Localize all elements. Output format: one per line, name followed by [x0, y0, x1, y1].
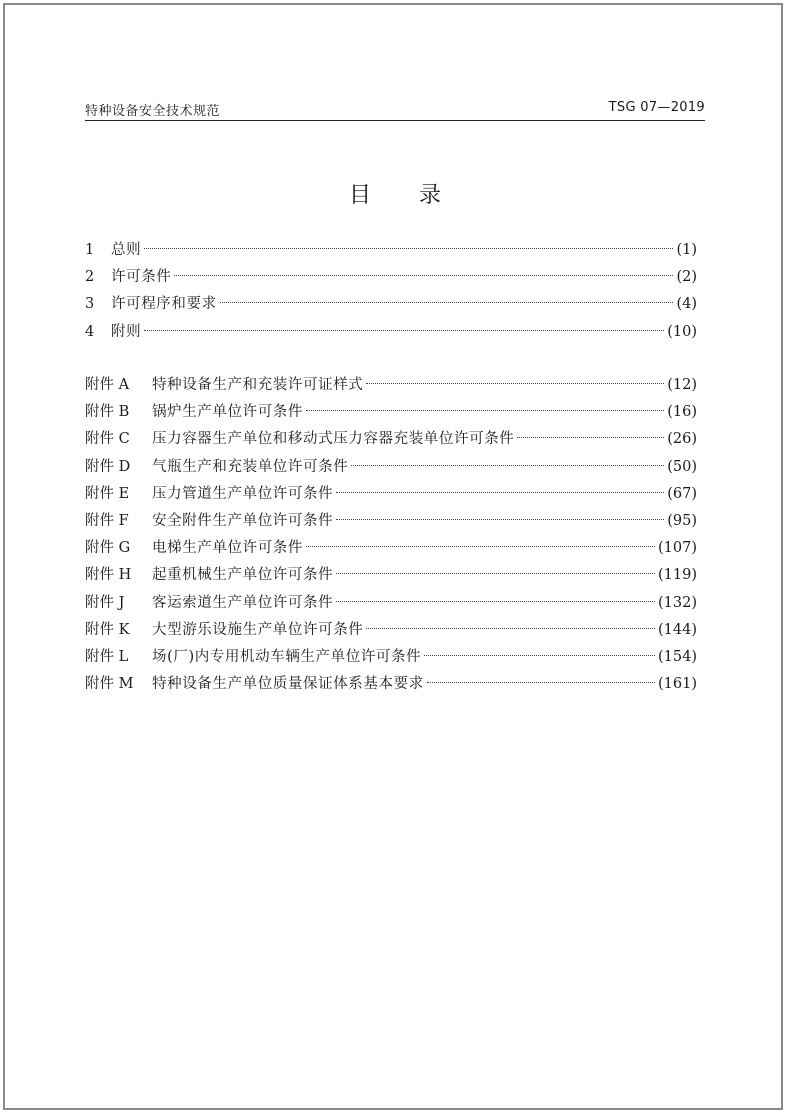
header-document-code: TSG 07—2019	[608, 100, 705, 115]
dot-leader	[366, 383, 664, 384]
appendix-number: 附件 M	[85, 676, 134, 693]
toc-heading: 目录	[348, 183, 489, 208]
toc-entry[interactable]	[85, 240, 697, 267]
dot-leader	[306, 410, 664, 411]
appendix-page: (50)	[667, 458, 697, 475]
appendix-label: 客运索道生产单位许可条件	[152, 594, 334, 611]
appendix-number: 附件 D	[85, 458, 131, 475]
appendix-number: 附件 J	[85, 594, 125, 611]
toc-appendix-entry[interactable]	[85, 620, 697, 647]
appendix-page: (16)	[667, 404, 697, 421]
appendix-label: 气瓶生产和充装单位许可条件	[152, 458, 349, 475]
dot-leader	[517, 437, 664, 438]
toc-entry-page: (10)	[667, 323, 697, 340]
dot-leader	[306, 546, 655, 547]
dot-leader	[336, 519, 664, 520]
appendix-page: (144)	[658, 621, 697, 638]
appendix-label: 特种设备生产单位质量保证体系基本要求	[152, 676, 424, 693]
appendix-page: (107)	[658, 540, 697, 557]
appendix-page: (119)	[658, 567, 697, 584]
appendix-label: 锅炉生产单位许可条件	[152, 404, 303, 421]
appendix-label: 压力容器生产单位和移动式压力容器充装单位许可条件	[152, 431, 515, 448]
toc-appendix-entry[interactable]	[85, 674, 697, 701]
toc-main-list	[85, 240, 697, 349]
appendix-label: 电梯生产单位许可条件	[152, 540, 303, 557]
toc-appendix-entry[interactable]	[85, 538, 697, 565]
dot-leader	[144, 330, 664, 331]
toc-entry[interactable]	[85, 294, 697, 321]
appendix-label: 特种设备生产和充装许可证样式	[152, 377, 364, 393]
appendix-label: 场(厂)内专用机动车辆生产单位许可条件	[152, 648, 422, 665]
appendix-label: 起重机械生产单位许可条件	[152, 567, 334, 584]
toc-entry-number: 4	[85, 323, 95, 340]
toc-appendix-entry[interactable]	[85, 429, 697, 456]
running-header	[85, 96, 705, 121]
dot-leader	[336, 492, 664, 493]
toc-appendix-entry[interactable]	[85, 402, 697, 429]
appendix-label: 压力管道生产单位许可条件	[152, 485, 334, 502]
dot-leader	[220, 302, 674, 303]
appendix-number: 附件 C	[85, 431, 130, 448]
toc-entry-page: (2)	[676, 269, 697, 286]
appendix-number: 附件 E	[85, 485, 130, 502]
toc-entry-number: 1	[85, 242, 95, 258]
toc-appendix-entry[interactable]	[85, 375, 697, 402]
toc-entry-number: 3	[85, 296, 95, 313]
appendix-label: 安全附件生产单位许可条件	[152, 512, 334, 529]
toc-entry-label: 许可程序和要求	[111, 296, 217, 313]
dot-leader	[351, 465, 664, 466]
appendix-number: 附件 L	[85, 648, 129, 665]
toc-entry-number: 2	[85, 269, 95, 286]
toc-entry-page: (1)	[676, 242, 697, 258]
appendix-page: (154)	[658, 648, 697, 665]
toc-entry-label: 附则	[111, 323, 142, 340]
appendix-number: 附件 G	[85, 540, 131, 557]
dot-leader	[424, 655, 655, 656]
appendix-page: (161)	[658, 676, 697, 693]
toc-entry[interactable]	[85, 322, 697, 349]
toc-appendix-entry[interactable]	[85, 647, 697, 674]
dot-leader	[366, 628, 655, 629]
header-publication-title: 特种设备安全技术规范	[85, 104, 221, 119]
appendix-page: (26)	[667, 431, 697, 448]
toc-appendix-entry[interactable]	[85, 593, 697, 620]
toc-appendix-list	[85, 375, 697, 701]
toc-appendix-entry[interactable]	[85, 565, 697, 592]
dot-leader	[336, 573, 655, 574]
appendix-number: 附件 B	[85, 404, 130, 421]
toc-entry-label: 总则	[111, 242, 142, 258]
appendix-label: 大型游乐设施生产单位许可条件	[152, 621, 364, 638]
toc-entry-page: (4)	[676, 296, 697, 313]
dot-leader	[336, 601, 655, 602]
toc-appendix-entry[interactable]	[85, 484, 697, 511]
dot-leader	[174, 275, 673, 276]
appendix-page: (95)	[667, 512, 697, 529]
toc-appendix-entry[interactable]	[85, 511, 697, 538]
appendix-number: 附件 H	[85, 567, 132, 584]
toc-entry-label: 许可条件	[111, 269, 172, 286]
appendix-number: 附件 F	[85, 512, 129, 529]
dot-leader	[144, 248, 673, 249]
toc-entry[interactable]	[85, 267, 697, 294]
toc-appendix-entry[interactable]	[85, 457, 697, 484]
appendix-number: 附件 A	[85, 377, 130, 393]
dot-leader	[427, 682, 655, 683]
appendix-page: (67)	[667, 485, 697, 502]
appendix-page: (12)	[667, 377, 697, 393]
appendix-number: 附件 K	[85, 621, 130, 638]
appendix-page: (132)	[658, 594, 697, 611]
